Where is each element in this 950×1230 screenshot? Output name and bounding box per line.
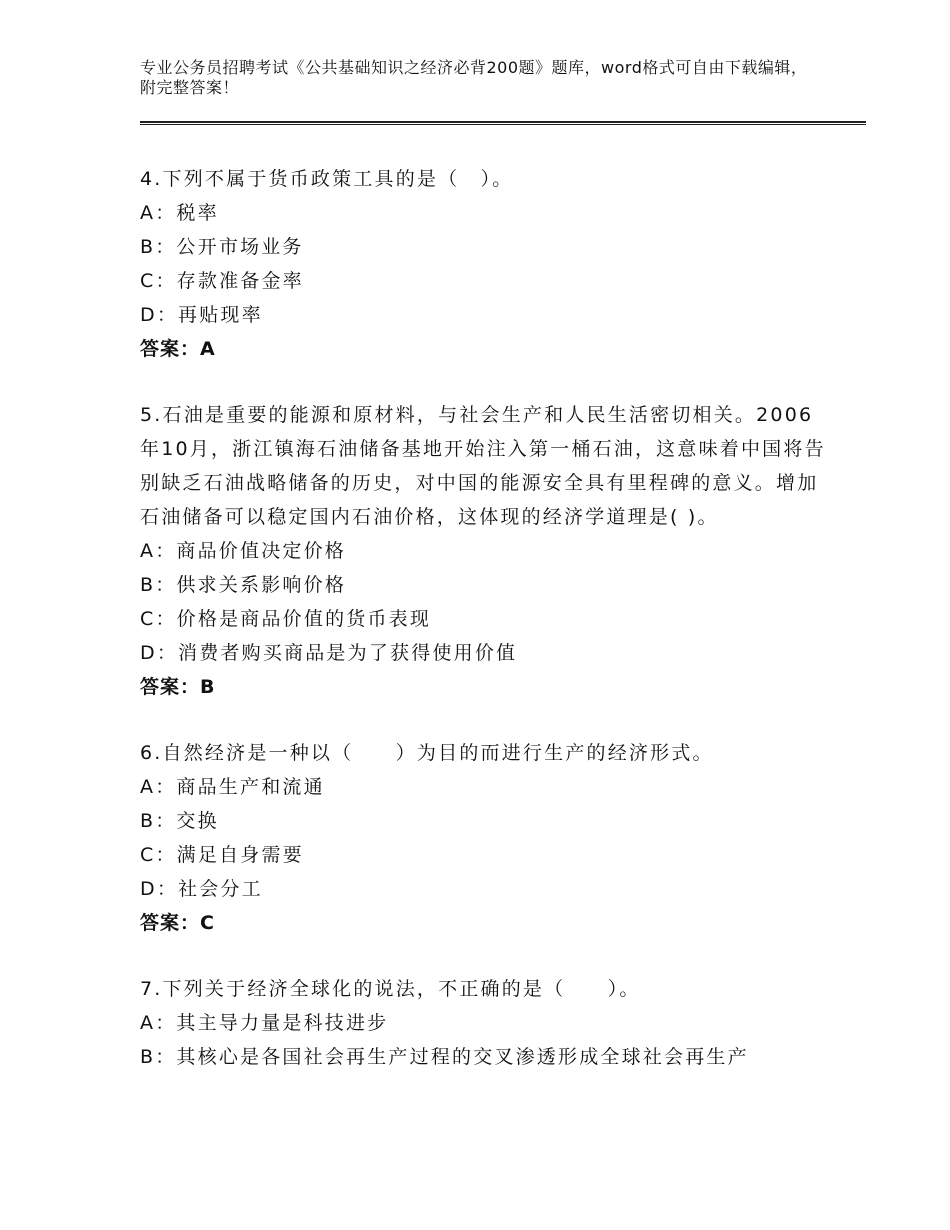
question-stem: 4.下列不属于货币政策工具的是（ ）。 <box>140 168 514 190</box>
option-d: D：消费者购买商品是为了获得使用价值 <box>140 642 518 664</box>
answer-label: 答案：C <box>140 912 215 934</box>
page-header: 专业公务员招聘考试《公共基础知识之经济必背200题》题库，word格式可自由下载编辑，附完整答案！ <box>140 58 808 97</box>
question-list <box>140 162 830 1106</box>
option-b: B：交换 <box>140 810 219 832</box>
question-stem: 5.石油是重要的能源和原材料，与社会生产和人民生活密切相关。2006年10月，浙江镇海石油储备基地开始注入第一桶石油，这意味着中国将告别缺乏石油战略储备的历史，对中国的能源安全具有里程碑的意义。增加石油储备可以稳定国内石油价格，这体现的经济学道理是( )。 <box>140 404 826 528</box>
question-7 <box>140 972 830 1074</box>
option-a: A：其主导力量是科技进步 <box>140 1012 389 1034</box>
question-stem: 7.下列关于经济全球化的说法，不正确的是（ ）。 <box>140 978 641 1000</box>
answer-label: 答案：B <box>140 676 216 698</box>
option-b: B：供求关系影响价格 <box>140 574 347 596</box>
question-5 <box>140 398 830 704</box>
option-c: C：满足自身需要 <box>140 844 304 866</box>
option-a: A：税率 <box>140 202 219 224</box>
question-4 <box>140 162 830 366</box>
option-b: B：公开市场业务 <box>140 236 304 258</box>
option-a: A：商品生产和流通 <box>140 776 325 798</box>
option-d: D：社会分工 <box>140 878 263 900</box>
header-divider <box>140 121 866 126</box>
question-6 <box>140 736 830 940</box>
question-stem: 6.自然经济是一种以（ ）为目的而进行生产的经济形式。 <box>140 742 714 764</box>
answer-label: 答案：A <box>140 338 216 360</box>
option-d: D：再贴现率 <box>140 304 263 326</box>
option-a: A：商品价值决定价格 <box>140 540 346 562</box>
option-c: C：价格是商品价值的货币表现 <box>140 608 432 630</box>
option-c: C：存款准备金率 <box>140 270 304 292</box>
option-b: B：其核心是各国社会再生产过程的交叉渗透形成全球社会再生产 <box>140 1046 749 1068</box>
